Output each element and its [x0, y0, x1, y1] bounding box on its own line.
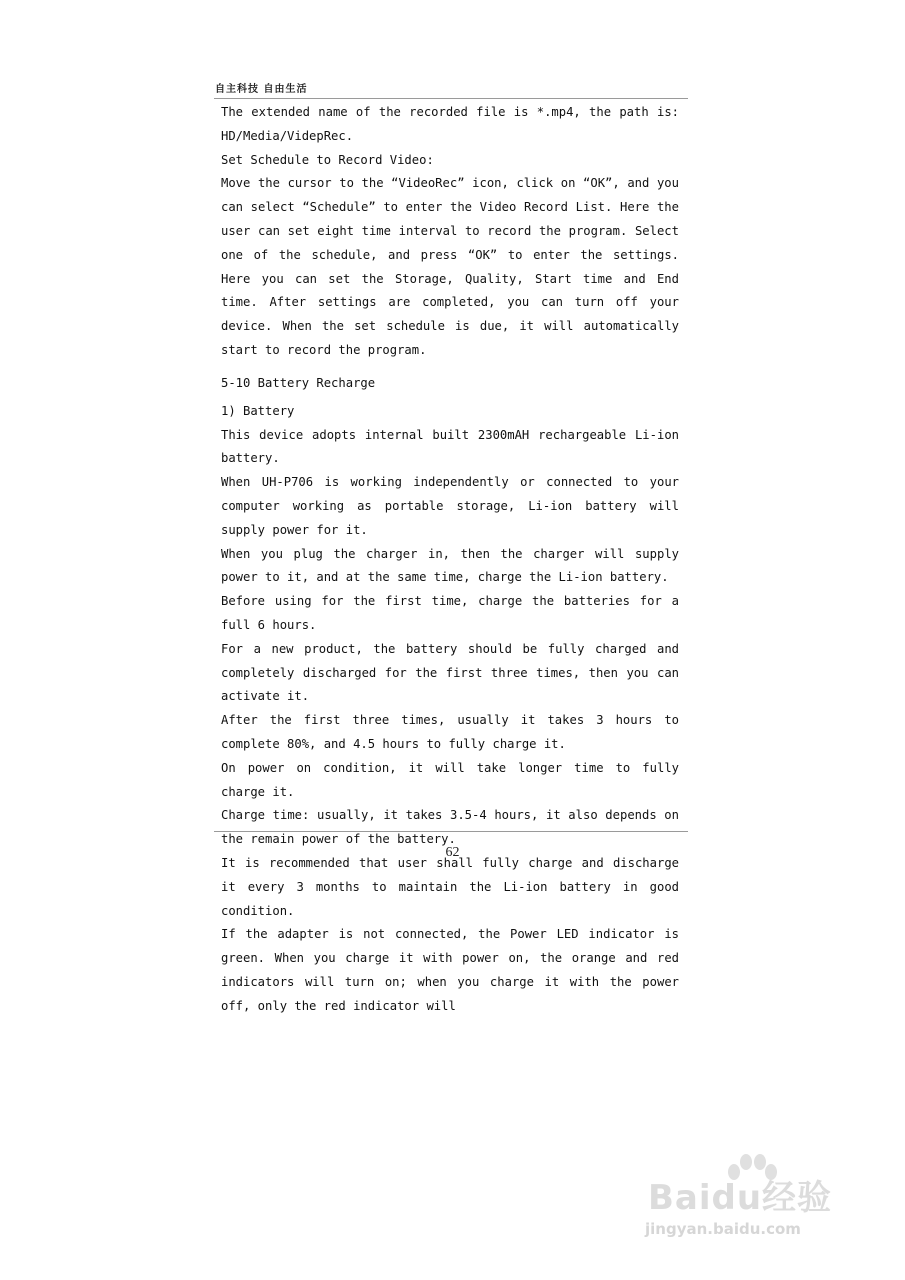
- paragraph: When you plug the charger in, then the charger will supply power to it, and at the same time, charge the Li-ion battery.: [221, 546, 679, 585]
- paragraph: Charge time: usually, it takes 3.5-4 hours, it also depends on the remain power of the battery.: [221, 808, 679, 847]
- paragraph: The extended name of the recorded file is *.mp4, the path is: HD/Media/VidepRec.: [221, 105, 679, 143]
- paragraph: For a new product, the battery should be fully charged and completely discharged for the first three times, then you can activate it.: [221, 641, 679, 704]
- watermark-logo: Baidu经验: [648, 1178, 833, 1218]
- paragraph: Before using for the first time, charge the batteries for a full 6 hours.: [221, 594, 679, 632]
- paragraph: It is recommended that user shall fully charge and discharge it every 3 months to maintain the Li-ion battery in good condition.: [221, 855, 679, 918]
- paragraph: Set Schedule to Record Video:: [221, 152, 434, 167]
- subsection-heading: 1) Battery: [221, 403, 295, 418]
- watermark-url: jingyan.baidu.com: [645, 1220, 801, 1238]
- watermark: [640, 1150, 860, 1260]
- footer-rule: [214, 831, 688, 832]
- paragraph: When UH-P706 is working independently or connected to your computer working as portable storage, Li-ion battery will supply power for it.: [221, 475, 679, 537]
- running-header: 自主科技 自由生活: [215, 84, 308, 95]
- paragraph: This device adopts internal built 2300mAH rechargeable Li-ion battery.: [221, 427, 679, 466]
- page-body: [221, 101, 679, 1018]
- page-number: 62: [445, 845, 460, 860]
- paragraph: On power on condition, it will take longer time to fully charge it.: [221, 760, 679, 799]
- paragraph: After the first three times, usually it takes 3 hours to complete 80%, and 4.5 hours to fully charge it.: [221, 713, 679, 751]
- paragraph: Move the cursor to the “VideoRec” icon, click on “OK”, and you can select “Schedule” to enter the Video Record List. Here the user can set eight time interval to record the program. Select one of the schedule, and press “OK” to enter the settings. Here you can set the Storage, Quality, Start time and End time. After settings are completed, you can turn off your device. When the set schedule is due, it will automatically start to record the program.: [221, 176, 679, 357]
- section-heading: 5-10 Battery Recharge: [221, 375, 376, 390]
- paragraph: If the adapter is not connected, the Power LED indicator is green. When you charge it with power on, the orange and red indicators will turn on; when you charge it with the power off, only the red indicator will: [221, 927, 679, 1013]
- header-rule: [214, 98, 688, 99]
